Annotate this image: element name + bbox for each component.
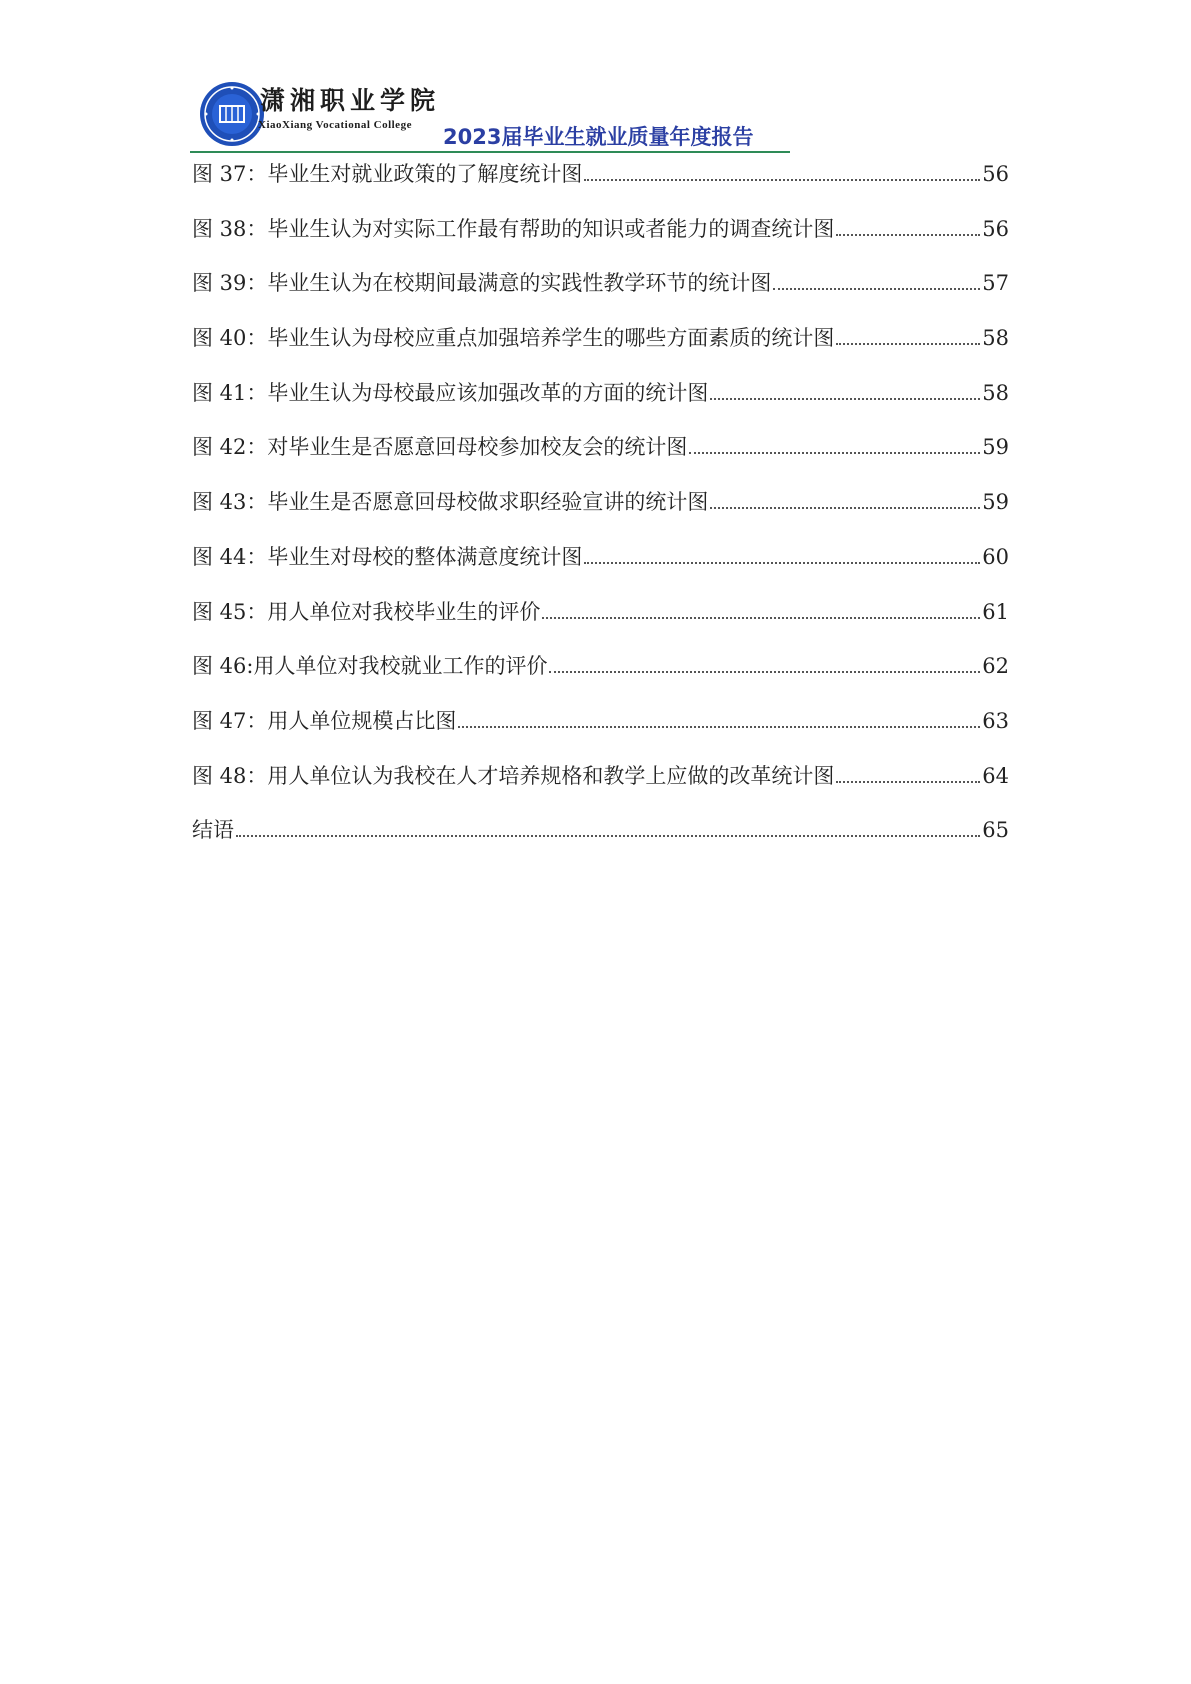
toc-entry[interactable] <box>192 378 1009 433</box>
toc-entry-label: 图 37：毕业生对就业政策的了解度统计图 <box>192 162 583 186</box>
toc-dot-leader <box>836 781 980 783</box>
toc-entry-label: 图 40：毕业生认为母校应重点加强培养学生的哪些方面素质的统计图 <box>192 326 835 351</box>
toc-page-number: 65 <box>982 818 1009 843</box>
toc-page-number: 56 <box>982 162 1009 186</box>
header-divider <box>190 151 790 153</box>
toc-entry-label: 图 44：毕业生对母校的整体满意度统计图 <box>192 544 583 569</box>
toc-dot-leader <box>710 507 980 509</box>
toc-entry-label: 图 42：对毕业生是否愿意回母校参加校友会的统计图 <box>192 435 688 460</box>
toc-entry[interactable] <box>192 487 1009 542</box>
toc-entry[interactable] <box>192 706 1009 761</box>
toc-dot-leader <box>710 398 980 400</box>
toc-dot-leader <box>542 617 980 619</box>
toc-entry-label: 图 48：用人单位认为我校在人才培养规格和教学上应做的改革统计图 <box>192 763 835 788</box>
toc-entry-label: 图 43：毕业生是否愿意回母校做求职经验宣讲的统计图 <box>192 490 709 515</box>
toc-page-number: 59 <box>982 490 1009 515</box>
toc-entry[interactable] <box>192 542 1009 597</box>
toc-entry-label: 图 46:用人单位对我校就业工作的评价 <box>192 654 548 679</box>
toc-page-number: 60 <box>982 544 1009 569</box>
toc-entry[interactable] <box>192 268 1009 323</box>
toc-page-number: 63 <box>982 708 1009 733</box>
toc-entry[interactable] <box>192 597 1009 652</box>
school-name: 潇湘职业学院 <box>260 86 441 115</box>
toc-entry[interactable] <box>192 159 1009 214</box>
toc-page-number: 62 <box>982 654 1009 679</box>
toc-page-number: 56 <box>982 216 1009 241</box>
toc-entry-label: 图 39：毕业生认为在校期间最满意的实践性教学环节的统计图 <box>192 271 772 296</box>
table-of-contents <box>192 159 1009 870</box>
toc-dot-leader <box>836 234 980 236</box>
toc-dot-leader <box>689 452 980 454</box>
toc-page-number: 57 <box>982 271 1009 296</box>
toc-entry-label: 图 41：毕业生认为母校最应该加强改革的方面的统计图 <box>192 380 709 405</box>
report-title: 2023届毕业生就业质量年度报告 <box>443 125 754 149</box>
toc-entry-label: 结语 <box>192 818 234 843</box>
toc-dot-leader <box>836 343 980 345</box>
toc-dot-leader <box>458 726 980 728</box>
toc-page-number: 64 <box>982 763 1009 788</box>
toc-page-number: 58 <box>982 326 1009 351</box>
toc-entry[interactable] <box>192 815 1009 870</box>
toc-dot-leader <box>236 835 980 837</box>
toc-entry-label: 图 38：毕业生认为对实际工作最有帮助的知识或者能力的调查统计图 <box>192 216 835 241</box>
school-name-english: XiaoXiang Vocational College <box>258 119 412 131</box>
toc-entry-label: 图 45：用人单位对我校毕业生的评价 <box>192 599 541 624</box>
toc-dot-leader <box>773 288 980 290</box>
toc-page-number: 58 <box>982 380 1009 405</box>
toc-dot-leader <box>584 562 980 564</box>
toc-page-number: 61 <box>982 599 1009 624</box>
toc-entry[interactable] <box>192 323 1009 378</box>
toc-entry[interactable] <box>192 761 1009 816</box>
toc-page-number: 59 <box>982 435 1009 460</box>
toc-entry[interactable] <box>192 432 1009 487</box>
toc-dot-leader <box>549 671 980 673</box>
toc-entry[interactable] <box>192 214 1009 269</box>
toc-entry-label: 图 47：用人单位规模占比图 <box>192 708 457 733</box>
school-logo-icon <box>198 80 266 148</box>
toc-entry[interactable] <box>192 651 1009 706</box>
toc-dot-leader <box>584 179 980 181</box>
page-header <box>190 75 790 155</box>
